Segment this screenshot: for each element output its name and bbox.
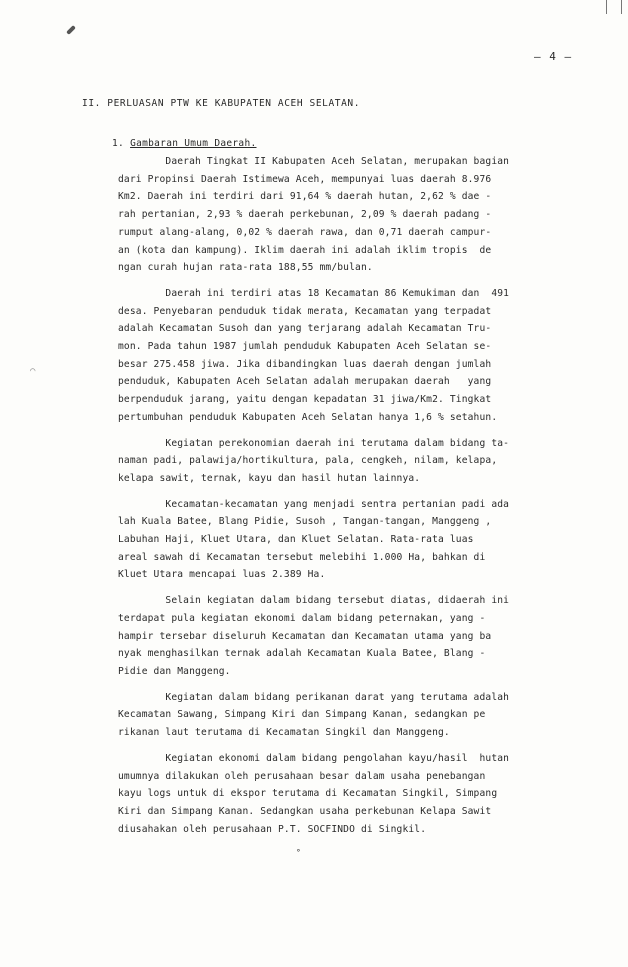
text-line: Pidie dan Manggeng. (118, 665, 231, 677)
paragraph (118, 592, 558, 681)
paragraph (118, 496, 558, 585)
paragraph-gap (118, 742, 558, 750)
paragraph-gap (118, 681, 558, 689)
paragraph (118, 750, 558, 839)
text-line: dari Propinsi Daerah Istimewa Aceh, mempunyai luas daerah 8.976 (118, 173, 492, 185)
text-line: diusahakan oleh perusahaan P.T. SOCFINDO di Singkil. (118, 823, 427, 835)
text-line: lah Kuala Batee, Blang Pidie, Susoh , Tangan-tangan, Manggeng , (118, 516, 492, 528)
text-line: Kegiatan dalam bidang perikanan darat yang terutama adalah (118, 691, 510, 703)
chapter-heading: II. PERLUASAN PTW KE KABUPATEN ACEH SELATAN. (82, 98, 361, 109)
margin-scribble: ⌒ (30, 366, 36, 376)
text-line: pertumbuhan penduduk Kabupaten Aceh Selatan hanya 1,6 % setahun. (118, 411, 498, 423)
text-line: kayu logs untuk di ekspor terutama di Kecamatan Singkil, Simpang (118, 788, 498, 800)
text-line: umumnya dilakukan oleh perusahaan besar dalam usaha penebangan (118, 770, 486, 782)
page-number: – 4 – (534, 50, 573, 63)
page-edge-mark (606, 0, 622, 14)
text-line: besar 275.458 jiwa. Jika dibandingkan luas daerah dengan jumlah (118, 358, 492, 370)
text-line: desa. Penyebaran penduduk tidak merata, Kecamatan yang terpadat (118, 305, 492, 317)
paragraph (118, 689, 558, 742)
text-line: Kluet Utara mencapai luas 2.389 Ha. (118, 569, 326, 581)
text-line: Kiri dan Simpang Kanan. Sedangkan usaha perkebunan Kelapa Sawit (118, 805, 492, 817)
text-line: nyak menghasilkan ternak adalah Kecamatan Kuala Batee, Blang - (118, 648, 486, 660)
paragraph-gap (118, 488, 558, 496)
text-line: Kecamatan Sawang, Simpang Kiri dan Simpang Kanan, sedangkan pe (118, 709, 486, 721)
paragraph (118, 435, 558, 488)
footer-mark: ° (296, 848, 301, 857)
text-line: Daerah ini terdiri atas 18 Kecamatan 86 Kemukiman dan 491 (118, 287, 510, 299)
text-line: rumput alang-alang, 0,02 % daerah rawa, dan 0,71 daerah campur- (118, 226, 492, 238)
paragraph-gap (118, 584, 558, 592)
paragraph (118, 153, 558, 277)
body-text (118, 153, 558, 838)
paragraph (118, 285, 558, 427)
section-heading (112, 138, 257, 149)
ink-smudge (66, 25, 76, 35)
text-line: Labuhan Haji, Kluet Utara, dan Kluet Selatan. Rata-rata luas (118, 534, 474, 546)
section-number: 1. (112, 138, 125, 149)
text-line: penduduk, Kabupaten Aceh Selatan adalah merupakan daerah yang (118, 376, 492, 388)
text-line: ngan curah hujan rata-rata 188,55 mm/bulan. (118, 262, 373, 274)
text-line: naman padi, palawija/hortikultura, pala, cengkeh, nilam, kelapa, (118, 455, 498, 467)
text-line: kelapa sawit, ternak, kayu dan hasil hutan lainnya. (118, 472, 421, 484)
text-line: rikanan laut terutama di Kecamatan Singkil dan Manggeng. (118, 727, 450, 739)
text-line: hampir tersebar diseluruh Kecamatan dan Kecamatan utama yang ba (118, 630, 492, 642)
text-line: Daerah Tingkat II Kabupaten Aceh Selatan, merupakan bagian (118, 156, 510, 167)
paragraph-gap (118, 277, 558, 285)
text-line: Kecamatan-kecamatan yang menjadi sentra pertanian padi ada (118, 498, 510, 510)
text-line: adalah Kecamatan Susoh dan yang terjarang adalah Kecamatan Tru- (118, 323, 492, 335)
text-line: an (kota dan kampung). Iklim daerah ini adalah iklim tropis de (118, 244, 492, 256)
text-line: berpenduduk jarang, yaitu dengan kepadatan 31 jiwa/Km2. Tingkat (118, 394, 492, 406)
text-line: Selain kegiatan dalam bidang tersebut diatas, didaerah ini (118, 595, 510, 607)
text-line: terdapat pula kegiatan ekonomi dalam bidang peternakan, yang - (118, 612, 486, 624)
text-line: rah pertanian, 2,93 % daerah perkebunan, 2,09 % daerah padang - (118, 209, 492, 221)
section-title: Gambaran Umum Daerah. (130, 138, 257, 149)
text-line: Kegiatan ekonomi dalam bidang pengolahan kayu/hasil hutan (118, 752, 510, 764)
text-line: Kegiatan perekonomian daerah ini terutama dalam bidang ta- (118, 437, 510, 449)
text-line: mon. Pada tahun 1987 jumlah penduduk Kabupaten Aceh Selatan se- (118, 341, 492, 353)
text-line: areal sawah di Kecamatan tersebut melebihi 1.000 Ha, bahkan di (118, 551, 486, 563)
text-line: Km2. Daerah ini terdiri dari 91,64 % daerah hutan, 2,62 % dae - (118, 191, 492, 203)
paragraph-gap (118, 427, 558, 435)
